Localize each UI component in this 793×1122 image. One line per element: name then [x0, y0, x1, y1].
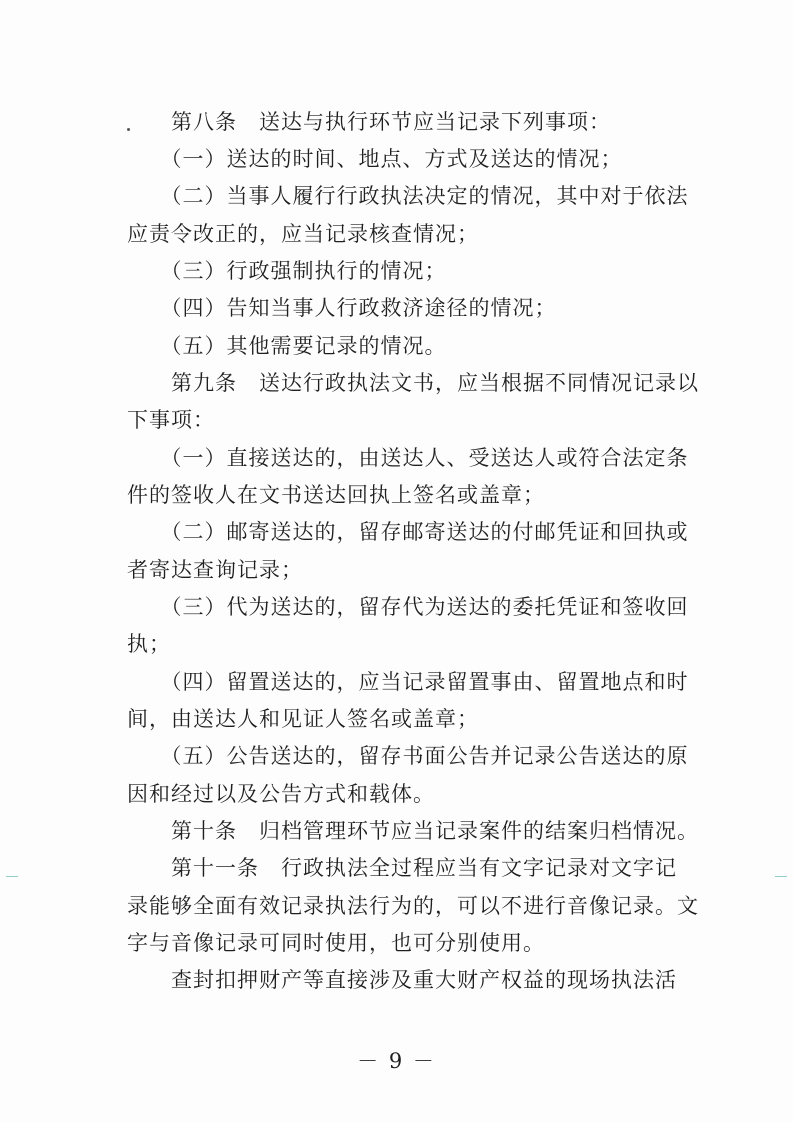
- text-line: 因和经过以及公告方式和载体。: [127, 782, 435, 806]
- text-line: （二）邮寄送达的，留存邮寄送达的付邮凭证和回执或: [127, 520, 689, 544]
- left-margin-tick: [6, 876, 18, 877]
- text-line: 录能够全面有效记录执法行为的，可以不进行音像记录。文: [127, 894, 699, 918]
- text-line: （五）公告送达的，留存书面公告并记录公告送达的原: [127, 744, 689, 768]
- text-line: 查封扣押财产等直接涉及重大财产权益的现场执法活: [127, 968, 677, 992]
- text-line: 第九条 送达行政执法文书，应当根据不同情况记录以: [127, 371, 699, 395]
- text-line: 字与音像记录可同时使用，也可分别使用。: [127, 931, 545, 955]
- text-line: （三）行政强制执行的情况；: [127, 259, 447, 283]
- text-line: 间，由送达人和见证人签名或盖章；: [127, 707, 479, 731]
- page-number: － 9 －: [357, 1049, 436, 1073]
- text-line: （三）代为送达的，留存代为送达的委托凭证和签收回: [127, 595, 689, 619]
- text-line: （二）当事人履行行政执法决定的情况，其中对于依法: [127, 184, 689, 208]
- text-line: （四）告知当事人行政救济途径的情况；: [127, 296, 557, 320]
- text-line: （四）留置送达的，应当记录留置事由、留置地点和时: [127, 670, 689, 694]
- text-line: 下事项：: [127, 408, 215, 432]
- text-line: 应责令改正的，应当记录核查情况；: [127, 222, 479, 246]
- text-line: 第十一条 行政执法全过程应当有文字记录对文字记: [127, 856, 677, 880]
- text-line: 第八条 送达与执行环节应当记录下列事项：: [127, 110, 611, 134]
- text-line: （一）送达的时间、地点、方式及送达的情况；: [127, 147, 623, 171]
- text-line: 第十条 归档管理环节应当记录案件的结案归档情况。: [127, 819, 699, 843]
- text-line: （一）直接送达的，由送达人、受送达人或符合法定条: [127, 446, 689, 470]
- right-margin-tick: [775, 876, 787, 877]
- text-line: 者寄达查询记录；: [127, 558, 303, 582]
- text-line: 件的签收人在文书送达回执上签名或盖章；: [127, 483, 545, 507]
- text-line: （五）其他需要记录的情况。: [127, 334, 447, 358]
- text-line: 执；: [127, 632, 171, 656]
